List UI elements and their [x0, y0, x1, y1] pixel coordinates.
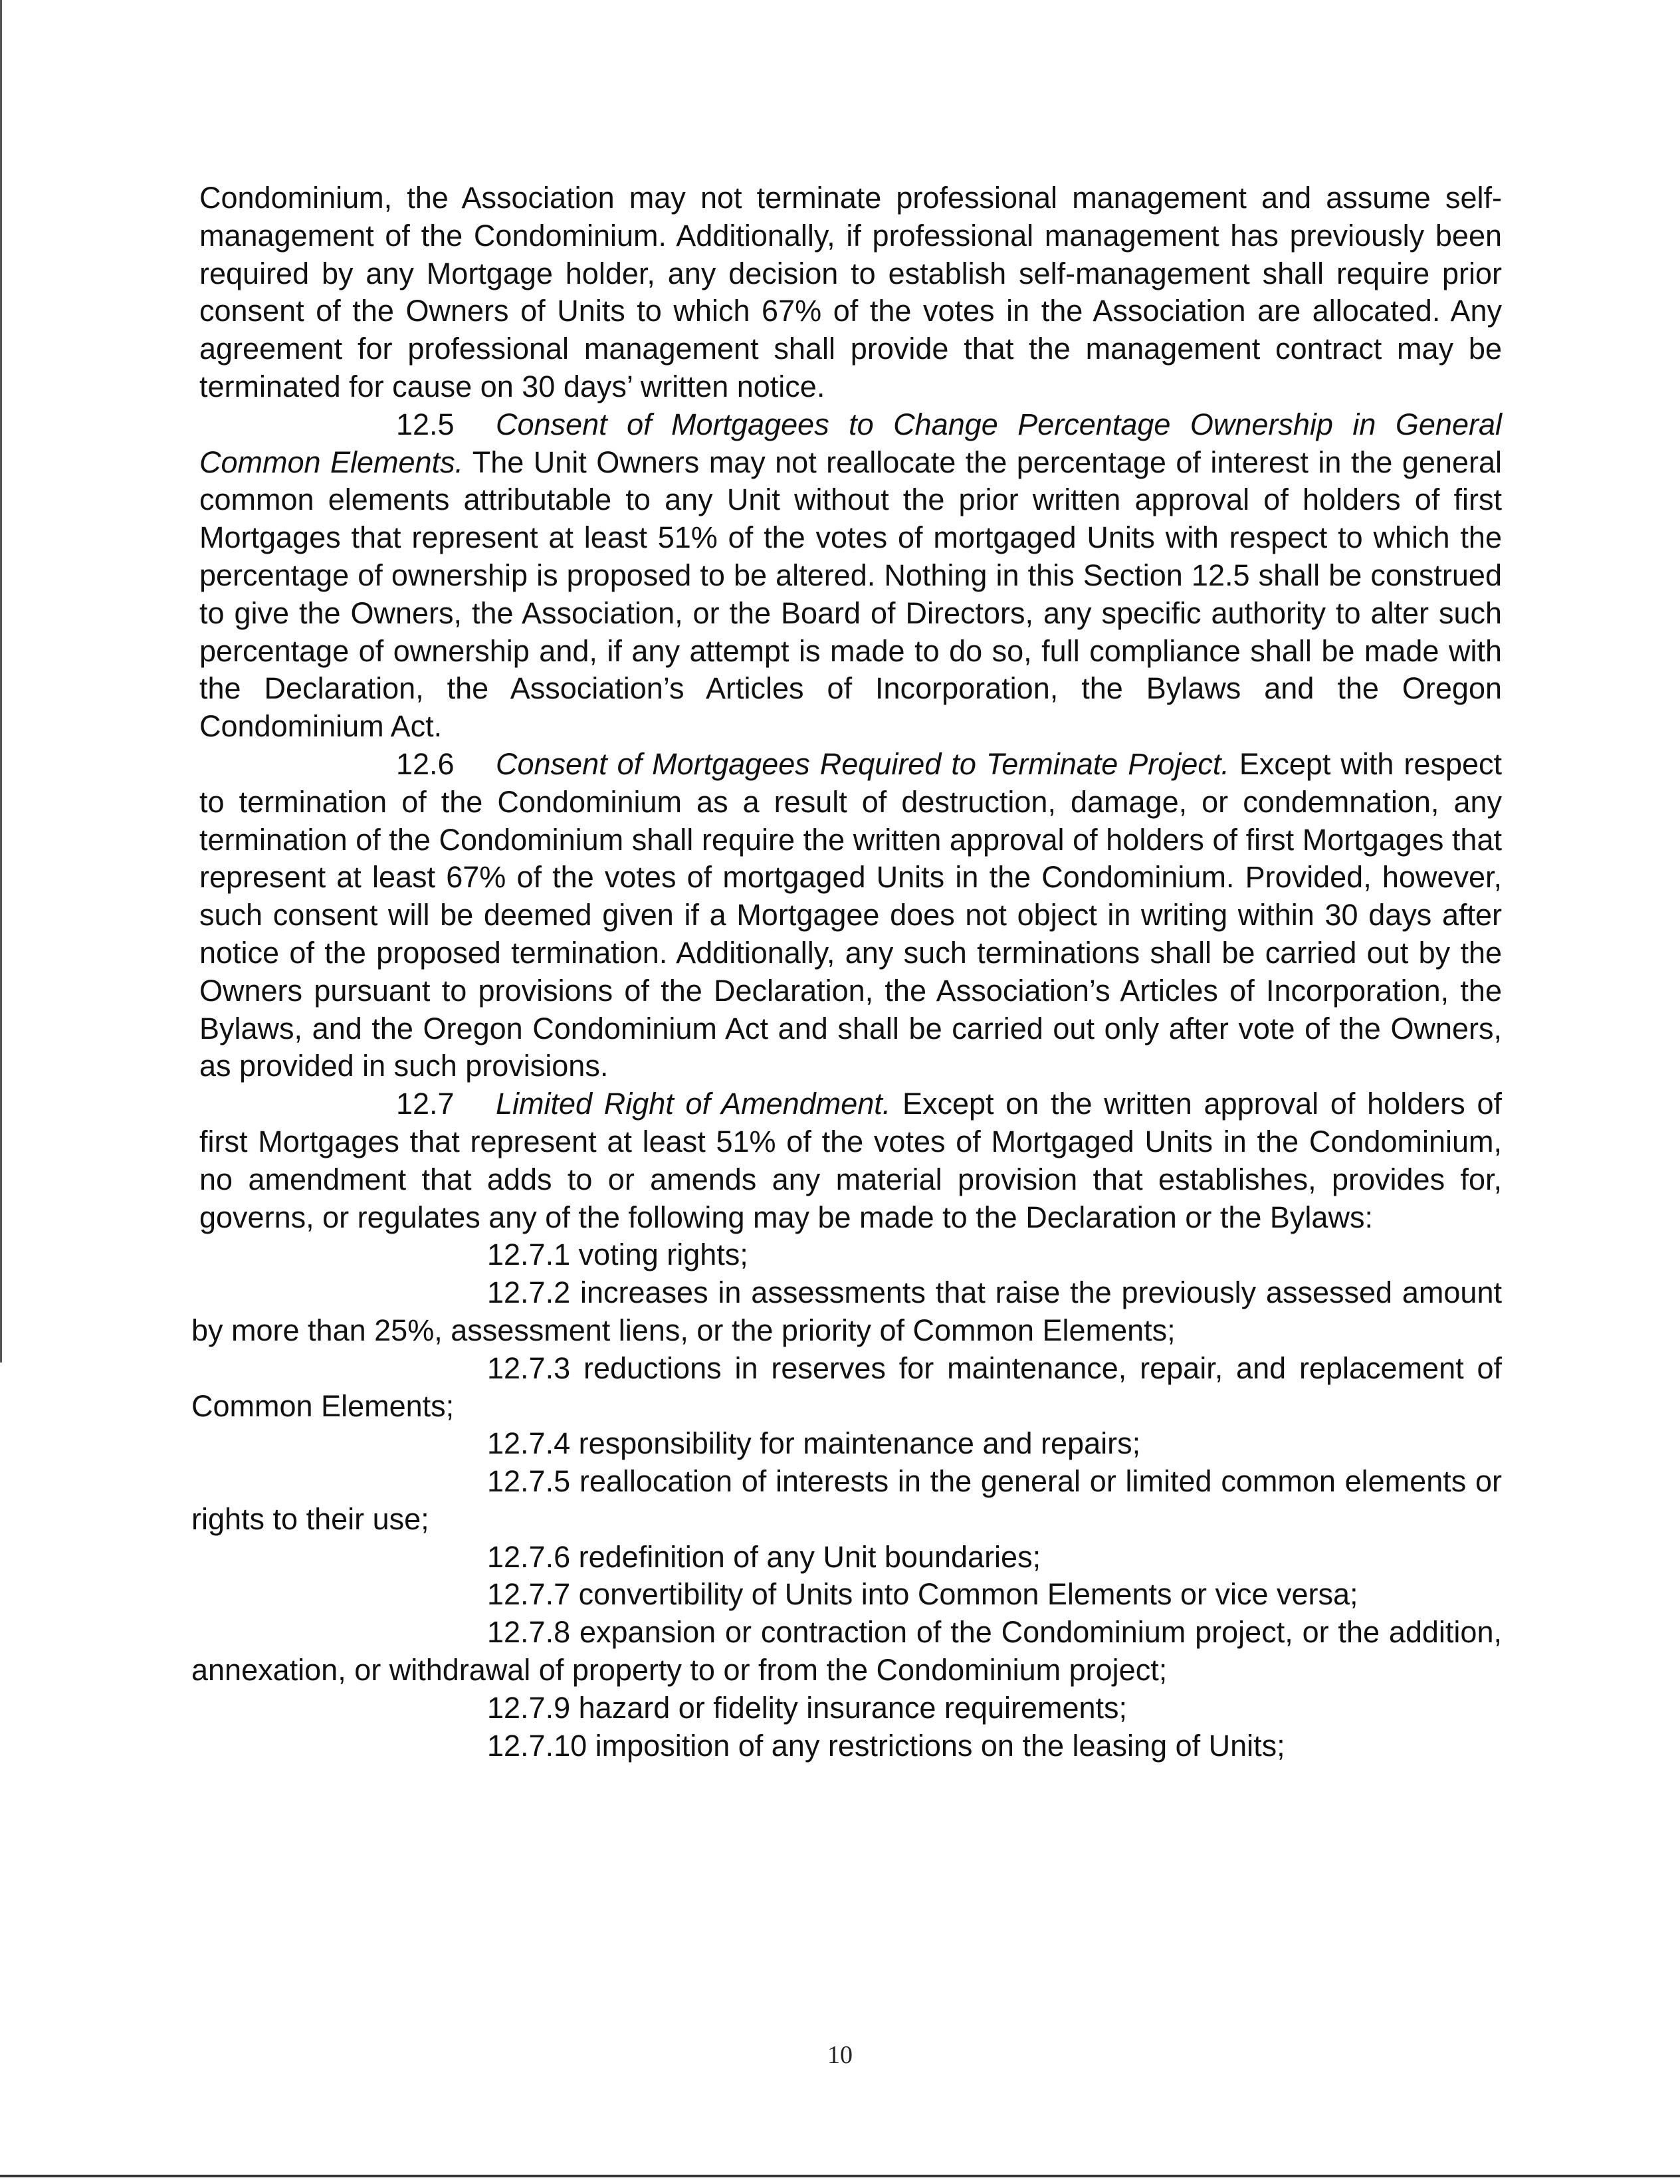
list-item-12-7-9	[191, 1690, 1502, 1727]
list-item-number: 12.7.3	[487, 1351, 571, 1385]
list-item-12-7-5	[191, 1463, 1502, 1539]
section-number: 12.7	[396, 1087, 455, 1121]
list-item-text: responsibility for maintenance and repairs;	[578, 1426, 1141, 1461]
list-item-number: 12.7.1	[487, 1238, 571, 1272]
list-item-text: hazard or fidelity insurance requirements;	[578, 1690, 1128, 1725]
list-item-text: reductions in reserves for maintenance, repair, and replacement of Common Elements;	[191, 1351, 1502, 1423]
section-12-6	[199, 746, 1502, 1085]
scan-edge-bottom	[0, 2175, 1680, 2177]
section-text: The Unit Owners may not reallocate the percentage of interest in the general common elements attributable to any Unit without the prior written approval of holders of first Mortgages that represent at least 51% of the votes of mortgaged Units with respect to which the percentage of ownership is proposed to be altered. Nothing in this Section 12.5 shall be construed to give the Owners, the Association, or the Board of Directors, any specific authority to alter such percentage of ownership and, if any attempt is made to do so, full compliance shall be made with the Declaration, the Association’s Articles of Incorporation, the Bylaws and the Oregon Condominium Act.	[199, 445, 1502, 744]
list-item-12-7-4	[191, 1425, 1502, 1463]
list-item-number: 12.7.5	[487, 1464, 571, 1499]
list-item-text: convertibility of Units into Common Elements or vice versa;	[578, 1577, 1358, 1612]
scan-edge-left	[0, 0, 2, 1363]
list-item-12-7-1	[191, 1236, 1502, 1274]
section-title: Limited Right of Amendment.	[496, 1087, 891, 1121]
document-body	[191, 179, 1503, 1765]
list-item-number: 12.7.4	[487, 1426, 571, 1461]
list-item-number: 12.7.9	[487, 1690, 571, 1725]
list-item-12-7-6	[191, 1539, 1502, 1577]
continuation-paragraph: Condominium, the Association may not terminate professional management and assume self-management of the Condominium. Additionally, if professional management has previously been required by any Mortgage holder, any decision to establish self-management shall require prior consent of the Owners of Units to which 67% of the votes in the Association are allocated. Any agreement for professional management shall provide that the management contract may be terminated for cause on 30 days’ written notice.	[199, 181, 1502, 403]
section-title: Consent of Mortgagees Required to Terminate Project.	[496, 746, 1229, 781]
list-item-number: 12.7.2	[487, 1275, 571, 1310]
list-item-12-7-2	[191, 1274, 1502, 1350]
section-12-5	[199, 406, 1502, 746]
section-text: Except with respect to termination of the Condominium as a result of destruction, damage, or condemnation, any termination of the Condominium shall require the written approval of holders of first Mortgages that represent at least 67% of the votes of mortgaged Units in the Condominium. Provided, however, such consent will be deemed given if a Mortgagee does not object in writing within 30 days after notice of the proposed termination. Additionally, any such terminations shall be carried out by the Owners pursuant to provisions of the Declaration, the Association’s Articles of Incorporation, the Bylaws, and the Oregon Condominium Act and shall be carried out only after vote of the Owners, as provided in such provisions.	[199, 746, 1503, 1083]
list-item-text: reallocation of interests in the general or limited common elements or rights to their use;	[191, 1464, 1502, 1536]
list-item-12-7-8	[191, 1614, 1502, 1690]
list-item-text: imposition of any restrictions on the leasing of Units;	[595, 1728, 1285, 1763]
section-12-7	[199, 1085, 1502, 1236]
list-item-text: redefinition of any Unit boundaries;	[578, 1539, 1041, 1574]
list-item-12-7-7	[191, 1576, 1502, 1614]
list-item-text: expansion or contraction of the Condominium project, or the addition, annexation, or withdrawal of property to or from the Condominium project;	[191, 1615, 1502, 1688]
section-number: 12.5	[396, 407, 455, 441]
list-item-number: 12.7.6	[487, 1539, 571, 1574]
list-item-12-7-10	[191, 1727, 1502, 1765]
section-text: Except on the written approval of holders of first Mortgages that represent at least 51% of the votes of Mortgaged Units in the Condominium, no amendment that adds to or amends any material provision that establishes, provides for, governs, or regulates any of the following may be made to the Declaration or the Bylaws:	[199, 1087, 1502, 1234]
list-item-number: 12.7.8	[487, 1615, 571, 1650]
section-number: 12.6	[396, 746, 455, 781]
list-item-text: increases in assessments that raise the previously assessed amount by more than 25%, assessment liens, or the priority of Common Elements;	[191, 1275, 1502, 1347]
list-item-12-7-3	[191, 1350, 1502, 1426]
page-number: 10	[827, 2041, 853, 2069]
list-item-number: 12.7.10	[487, 1728, 587, 1763]
section-title: Consent of Mortgagees to Change Percentage Ownership in General Common Elements.	[199, 407, 1502, 479]
list-item-text: voting rights;	[578, 1238, 748, 1272]
list-item-number: 12.7.7	[487, 1577, 571, 1612]
